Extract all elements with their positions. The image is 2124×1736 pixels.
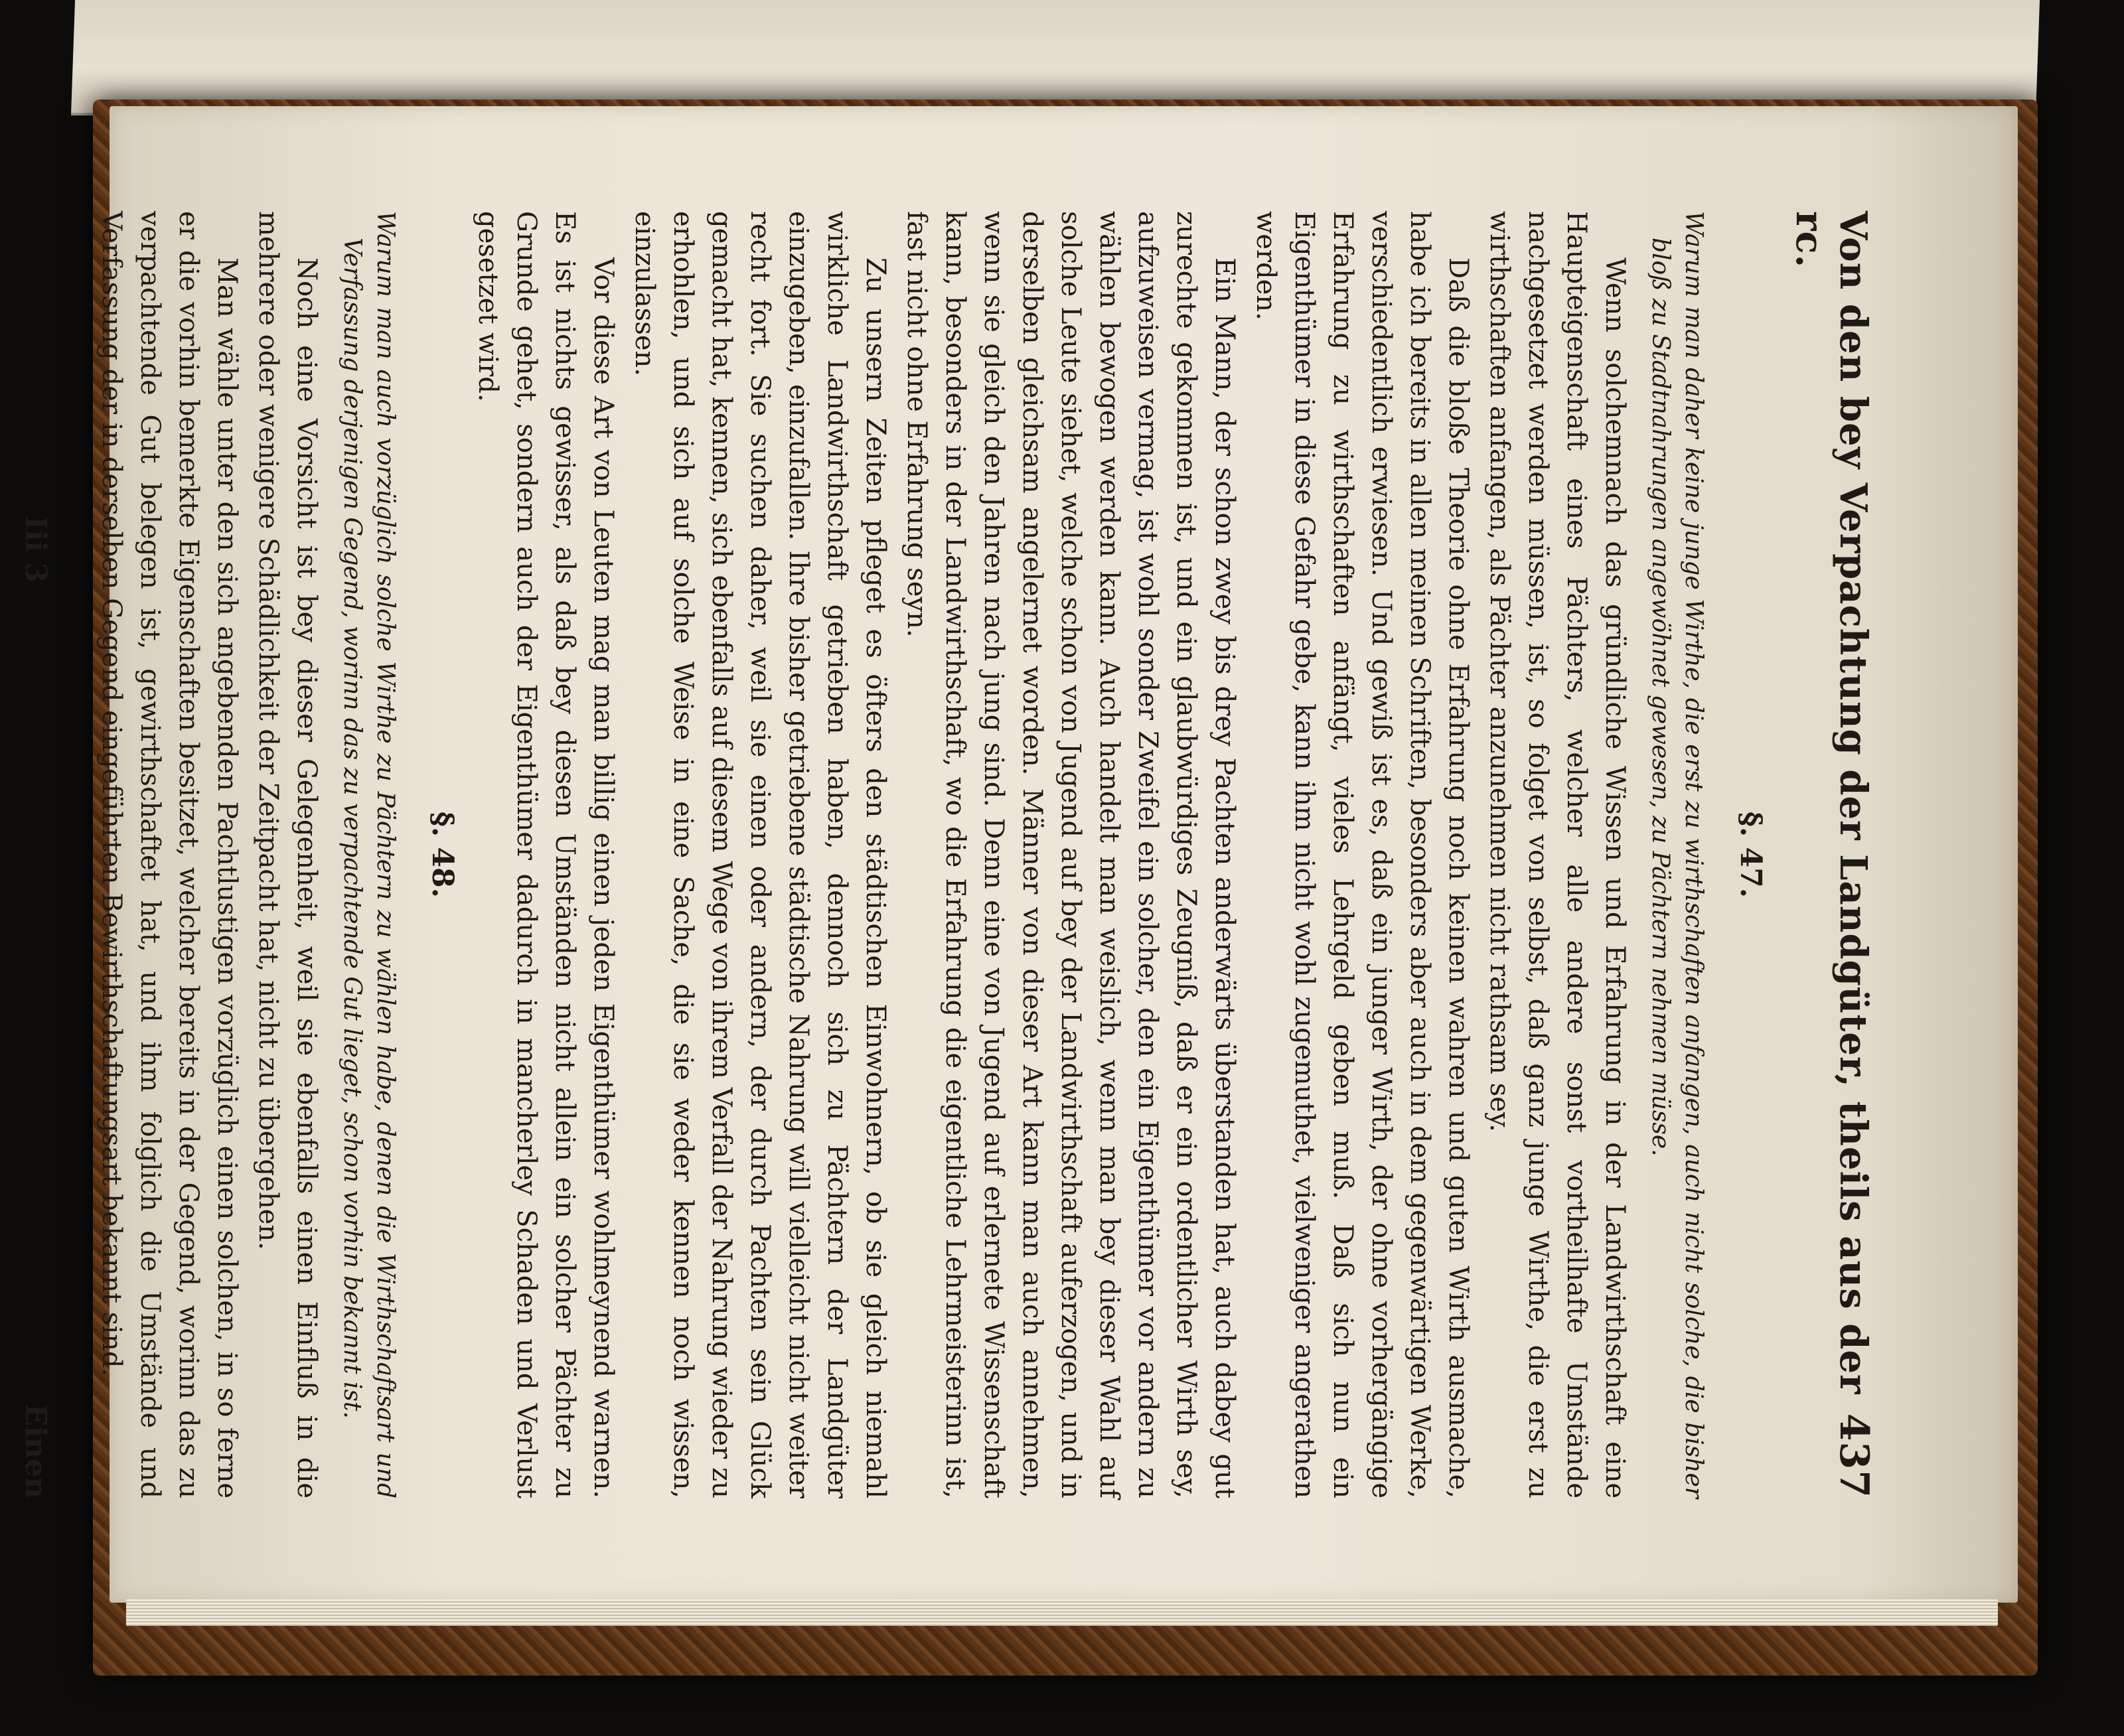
- page-footer: [19, 211, 52, 1498]
- paragraph: Vor diese Art von Leuten mag man billig einen jeden Eigenthümer wohlmeynend warnen. Es ist nichts gewisser, als daß bey diesen Umständen nicht allein ein solcher Pächter zu Grunde gehet, sondern auch der Eigenthümer dadurch in mancherley Schaden und Verlust gesetzet wird.: [473, 211, 619, 1498]
- paragraph: Daß die bloße Theorie ohne Erfahrung noch keinen wahren und guten Wirth ausmache, habe ich bereits in allen meinen Schriften, besonders aber auch in dem gegenwärtigen Werke, verschiedentlich erwiesen. Und gewiß ist es, daß ein junger Wirth, der ohne vorhergängige Erfahrung zu wirthschaften anfängt, vieles Lehrgeld geben muß. Daß sich nun ein Eigenthümer in diese Gefahr gebe, kann ihm nicht wohl zugemuthet, vielweniger angerathen werden.: [1251, 211, 1474, 1498]
- facing-page: [71, 0, 2040, 115]
- catchword: Einen: [19, 1404, 52, 1498]
- section-summary: Warum man daher keine junge Wirthe, die erst zu wirthschaften anfangen, auch nicht solche, die bisher bloß zu Stadtnahrungen angewöhnet gewesen, zu Pächtern nehmen müsse.: [1647, 211, 1707, 1498]
- signature-mark: Iii 3: [19, 516, 52, 583]
- section-heading: §. 47.: [1734, 811, 1768, 899]
- section-48: [92, 211, 459, 1498]
- page-text-block: [19, 211, 1877, 1498]
- paragraph: Man wähle unter den sich angebenden Pachtlustigen vorzüglich einen solchen, in so ferne er die vorhin bemerkte Eigenschaften besitzet, welcher bereits in der Gegend, worinn das zu verpachtende Gut belegen ist, gewirthschaftet hat, und ihm folglich die Umstände und Verfassung der in derselben Gegend eingeführten Bewirthschaftungsart bekannt sind.: [96, 211, 242, 1498]
- section-47: [469, 211, 1768, 1498]
- paragraph: Wenn solchemnach das gründliche Wissen und Erfahrung in der Landwirthschaft eine Haupteigenschaft eines Pächters, welcher alle andere sonst vortheilhafte Umstände nachgesetzet werden müssen, ist, so folget von selbst, daß ganz junge Wirthe, die erst zu wirthschaften anfangen, als Pächter anzunehmen nicht rathsam sey.: [1484, 211, 1630, 1498]
- running-head: [1787, 211, 1877, 1498]
- page-number: 437: [1831, 1413, 1877, 1498]
- running-head-title: Von den bey Verpachtung der Landgüter, theils aus der rc.: [1787, 211, 1875, 1395]
- paragraph: Ein Mann, der schon zwey bis drey Pachten anderwärts überstanden hat, auch dabey gut zurechte gekommen ist, und ein glaubwürdiges Zeugniß, daß er ein ordentlicher Wirth sey, aufzuweisen vermag, ist wohl sonder Zweifel ein solcher, den ein Eigenthümer vor andern zu wählen bewogen werden kann. Auch handelt man weislich, wenn man bey dieser Wahl auf solche Leute siehet, welche schon von Jugend auf bey der Landwirthschaft auferzogen, und in derselben gleichsam angelernet worden. Männer von dieser Art kann man auch annehmen, wenn sie gleich den Jahren nach jung sind. Denn eine von Jugend auf erlernete Wissenschaft kann, besonders in der Landwirthschaft, wo die Erfahrung die eigentliche Lehrmeisterinn ist, fast nicht ohne Erfahrung seyn.: [901, 211, 1240, 1498]
- page-edges: [126, 1599, 1998, 1626]
- paragraph: Noch eine Vorsicht ist bey dieser Gelegenheit, weil sie ebenfalls einen Einfluß in die mehrere oder wenigere Schädlichkeit der Zeitpacht hat, nicht zu übergehen.: [253, 211, 322, 1498]
- section-heading: §. 48.: [425, 811, 459, 899]
- section-summary: Warum man auch vorzüglich solche Wirthe zu Pächtern zu wählen habe, denen die Wirthschaftsart und Verfassung derjenigen Gegend, worinn das zu verpachtende Gut lieget, schon vorhin bekannt ist.: [339, 211, 399, 1498]
- paragraph: Zu unsern Zeiten pfleget es öfters den städtischen Einwohnern, ob sie gleich niemahl wirkliche Landwirthschaft getrieben haben, dennoch sich zu Pächtern der Landgüter einzugeben, einzufallen. Ihre bisher getriebene städtische Nahrung will vielleicht nicht weiter recht fort. Sie suchen daher, weil sie einen oder andern, der durch Pachten sein Glück gemacht hat, kennen, sich ebenfalls auf diesem Wege von ihrem Verfall der Nahrung wieder zu erhohlen, und sich auf solche Weise in eine Sache, die sie weder kennen noch wissen, einzulassen.: [629, 211, 891, 1498]
